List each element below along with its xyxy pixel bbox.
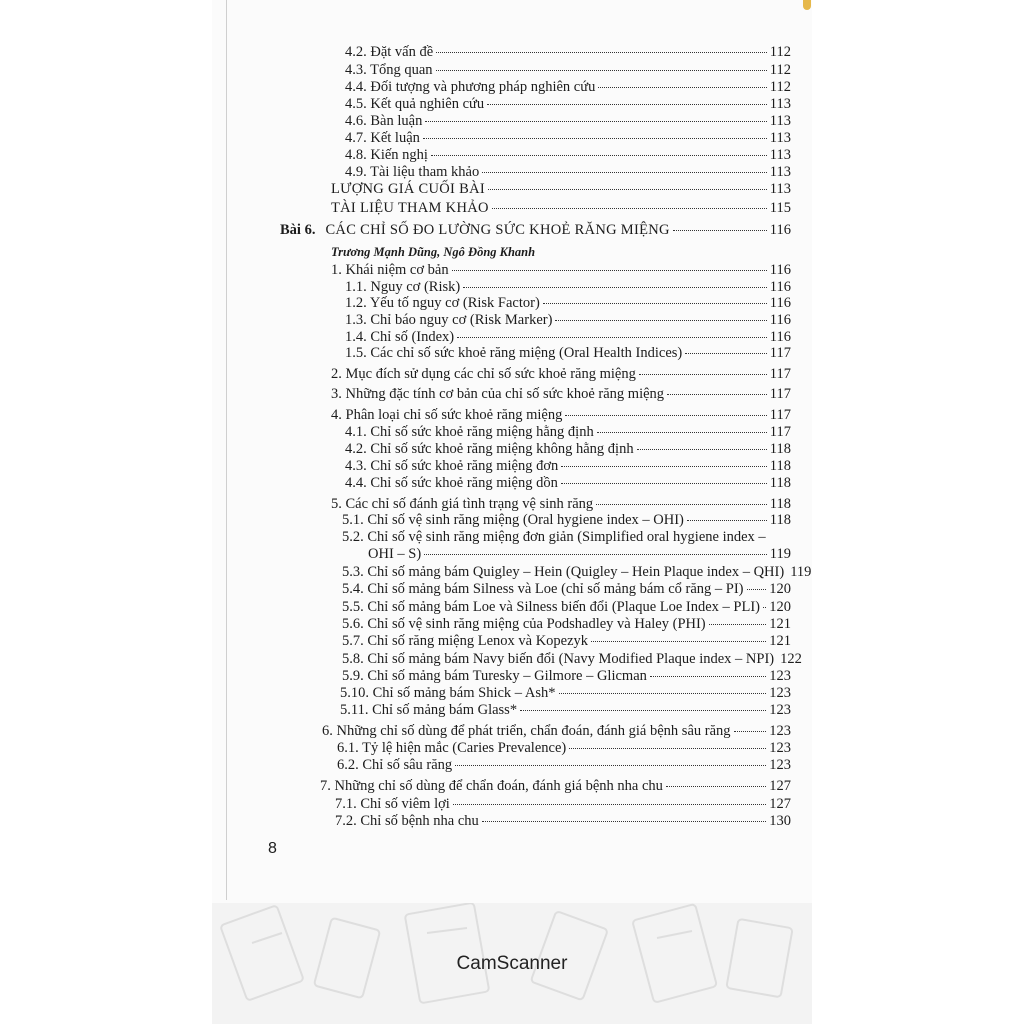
toc-entry: 5. Các chỉ số đánh giá tình trạng vệ sinh răng 118 — [331, 496, 791, 512]
toc-entry: 1.2. Yếu tố nguy cơ (Risk Factor) 116 — [345, 295, 791, 311]
toc-entry: 4.6. Bàn luận 113 — [345, 113, 791, 129]
toc-entry: 4.2. Đặt vấn đề 112 — [345, 44, 791, 60]
toc-entry: 1.5. Các chỉ số sức khoẻ răng miệng (Oral Health Indices) 117 — [345, 345, 791, 361]
toc-entry: 6.2. Chỉ số sâu răng 123 — [337, 757, 791, 773]
toc-entry: 5.9. Chỉ số mảng bám Turesky – Gilmore – Glicman 123 — [342, 668, 791, 684]
toc-entry: TÀI LIỆU THAM KHẢO 115 — [331, 200, 791, 216]
toc-entry: 7.2. Chỉ số bệnh nha chu 130 — [335, 813, 791, 829]
toc-entry: 5.1. Chỉ số vệ sinh răng miệng (Oral hygiene index – OHI) 118 — [342, 512, 791, 528]
toc-entry: 4.4. Chỉ số sức khoẻ răng miệng dồn 118 — [345, 475, 791, 491]
camscanner-footer — [212, 903, 812, 1024]
lesson-authors: Trương Mạnh Dũng, Ngô Đồng Khanh — [331, 245, 536, 259]
toc-entry: 2. Mục đích sử dụng các chỉ số sức khoẻ răng miệng 117 — [331, 366, 791, 382]
toc-entry: 6. Những chỉ số dùng để phát triển, chẩn đoán, đánh giá bệnh sâu răng 123 — [322, 723, 791, 739]
toc-entry: 5.10. Chỉ số mảng bám Shick – Ash* 123 — [340, 685, 791, 701]
toc-entry: 3. Những đặc tính cơ bản của chỉ số sức khoẻ răng miệng 117 — [331, 386, 791, 402]
toc-entry: 1. Khái niệm cơ bản 116 — [331, 262, 791, 278]
toc-entry: 4. Phân loại chỉ số sức khoẻ răng miệng 117 — [331, 407, 791, 423]
toc-entry: 4.1. Chỉ số sức khoẻ răng miệng hằng định 117 — [345, 424, 791, 440]
toc-entry: 4.8. Kiến nghị 113 — [345, 147, 791, 163]
toc-entry: 5.3. Chỉ số mảng bám Quigley – Hein (Quigley – Hein Plaque index – QHI) 119 — [342, 564, 812, 580]
toc-entry: 5.6. Chỉ số vệ sinh răng miệng của Podshadley và Haley (PHI) 121 — [342, 616, 791, 632]
toc-entry: 5.5. Chỉ số mảng bám Loe và Silness biến đổi (Plaque Loe Index – PLI) 120 — [342, 599, 791, 615]
toc-entry: 7. Những chỉ số dùng để chẩn đoán, đánh giá bệnh nha chu 127 — [320, 778, 791, 794]
toc-entry: 4.2. Chỉ số sức khoẻ răng miệng không hằng định 118 — [345, 441, 791, 457]
toc-entry: 4.4. Đối tượng và phương pháp nghiên cứu 112 — [345, 79, 791, 95]
toc-entry: 4.5. Kết quả nghiên cứu 113 — [345, 96, 791, 112]
toc-entry: 5.2. Chỉ số vệ sinh răng miệng đơn giản (Simplified oral hygiene index – — [342, 529, 766, 545]
page-number: 8 — [268, 840, 277, 857]
toc-entry: 4.3. Chỉ số sức khoẻ răng miệng đơn 118 — [345, 458, 791, 474]
toc-entry: 7.1. Chỉ số viêm lợi 127 — [335, 796, 791, 812]
toc-entry: 5.4. Chỉ số mảng bám Silness và Loe (chỉ số mảng bám cổ răng – PI) 120 — [342, 581, 791, 597]
toc-entry: 1.4. Chỉ số (Index) 116 — [345, 329, 791, 345]
toc-entry: 5.7. Chỉ số răng miệng Lenox và Kopezyk 121 — [342, 633, 791, 649]
toc-entry: OHI – S) 119 — [368, 546, 791, 562]
toc-entry: 5.11. Chỉ số mảng bám Glass* 123 — [340, 702, 791, 718]
lesson-heading: Bài 6. CÁC CHỈ SỐ ĐO LƯỜNG SỨC KHOẺ RĂNG MIỆNG 116 — [280, 222, 791, 238]
toc-entry: 4.3. Tổng quan 112 — [345, 62, 791, 78]
toc-entry: 4.7. Kết luận 113 — [345, 130, 791, 146]
toc-entry: 1.3. Chỉ báo nguy cơ (Risk Marker) 116 — [345, 312, 791, 328]
camscanner-label: CamScanner — [456, 953, 568, 974]
toc-entry: 5.8. Chỉ số mảng bám Navy biến đổi (Navy Modified Plaque index – NPI) 122 — [342, 651, 802, 667]
toc-entry: 4.9. Tài liệu tham khảo 113 — [345, 164, 791, 180]
toc-entry: 6.1. Tỷ lệ hiện mắc (Caries Prevalence) 123 — [337, 740, 791, 756]
toc-entry: 1.1. Nguy cơ (Risk) 116 — [345, 279, 791, 295]
toc-entry: LƯỢNG GIÁ CUỐI BÀI 113 — [331, 181, 791, 197]
